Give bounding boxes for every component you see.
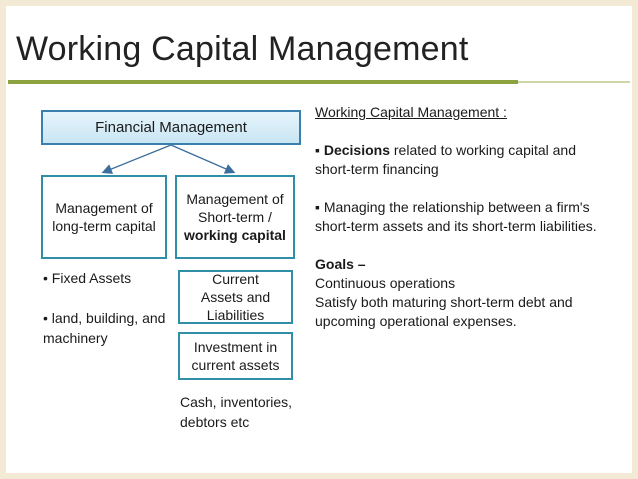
short-term-capital-box — [175, 175, 295, 259]
page-title: Working Capital Management — [16, 30, 469, 68]
goal-1: Continuous operations — [315, 275, 456, 291]
current-assets-box — [178, 270, 293, 324]
square-bullet-icon: ▪ — [315, 199, 320, 215]
definition-bullet-1-bold: Decisions — [323, 142, 390, 158]
working-capital-label: working capital — [184, 227, 286, 243]
current-assets-label: Current Assets and Liabilities — [200, 271, 271, 323]
definition-heading: Working Capital Management : — [315, 104, 507, 120]
long-term-capital-box: Management of long-term capital — [41, 175, 167, 259]
goal-2: Satisfy both maturing short-term debt and upcoming operational expenses. — [315, 294, 573, 329]
definition-bullet-1-text: related to working capital and short-term financing — [315, 142, 576, 177]
definition-bullet-1 — [315, 141, 615, 179]
definition-bullet-2-text: Managing the relationship between a firm's short-term assets and its short-term liabilities. — [315, 199, 597, 234]
investment-box — [178, 332, 293, 380]
goals-heading: Goals – — [315, 256, 366, 272]
definition-bullet-2 — [315, 198, 615, 236]
square-bullet-icon: ▪ — [315, 142, 320, 158]
short-term-label: Management of Short-term / — [186, 191, 284, 225]
investment-label: Investment in current assets — [191, 339, 280, 373]
arrow-to-long-term — [104, 145, 171, 172]
land-building-note: • land, building, and machinery — [43, 310, 166, 346]
definition-panel — [315, 103, 615, 331]
cash-inventories-note: Cash, inventories, debtors etc — [180, 394, 293, 430]
arrow-to-short-term — [171, 145, 233, 172]
fixed-assets-note: • Fixed Assets — [43, 270, 132, 286]
financial-management-box: Financial Management — [41, 110, 301, 145]
